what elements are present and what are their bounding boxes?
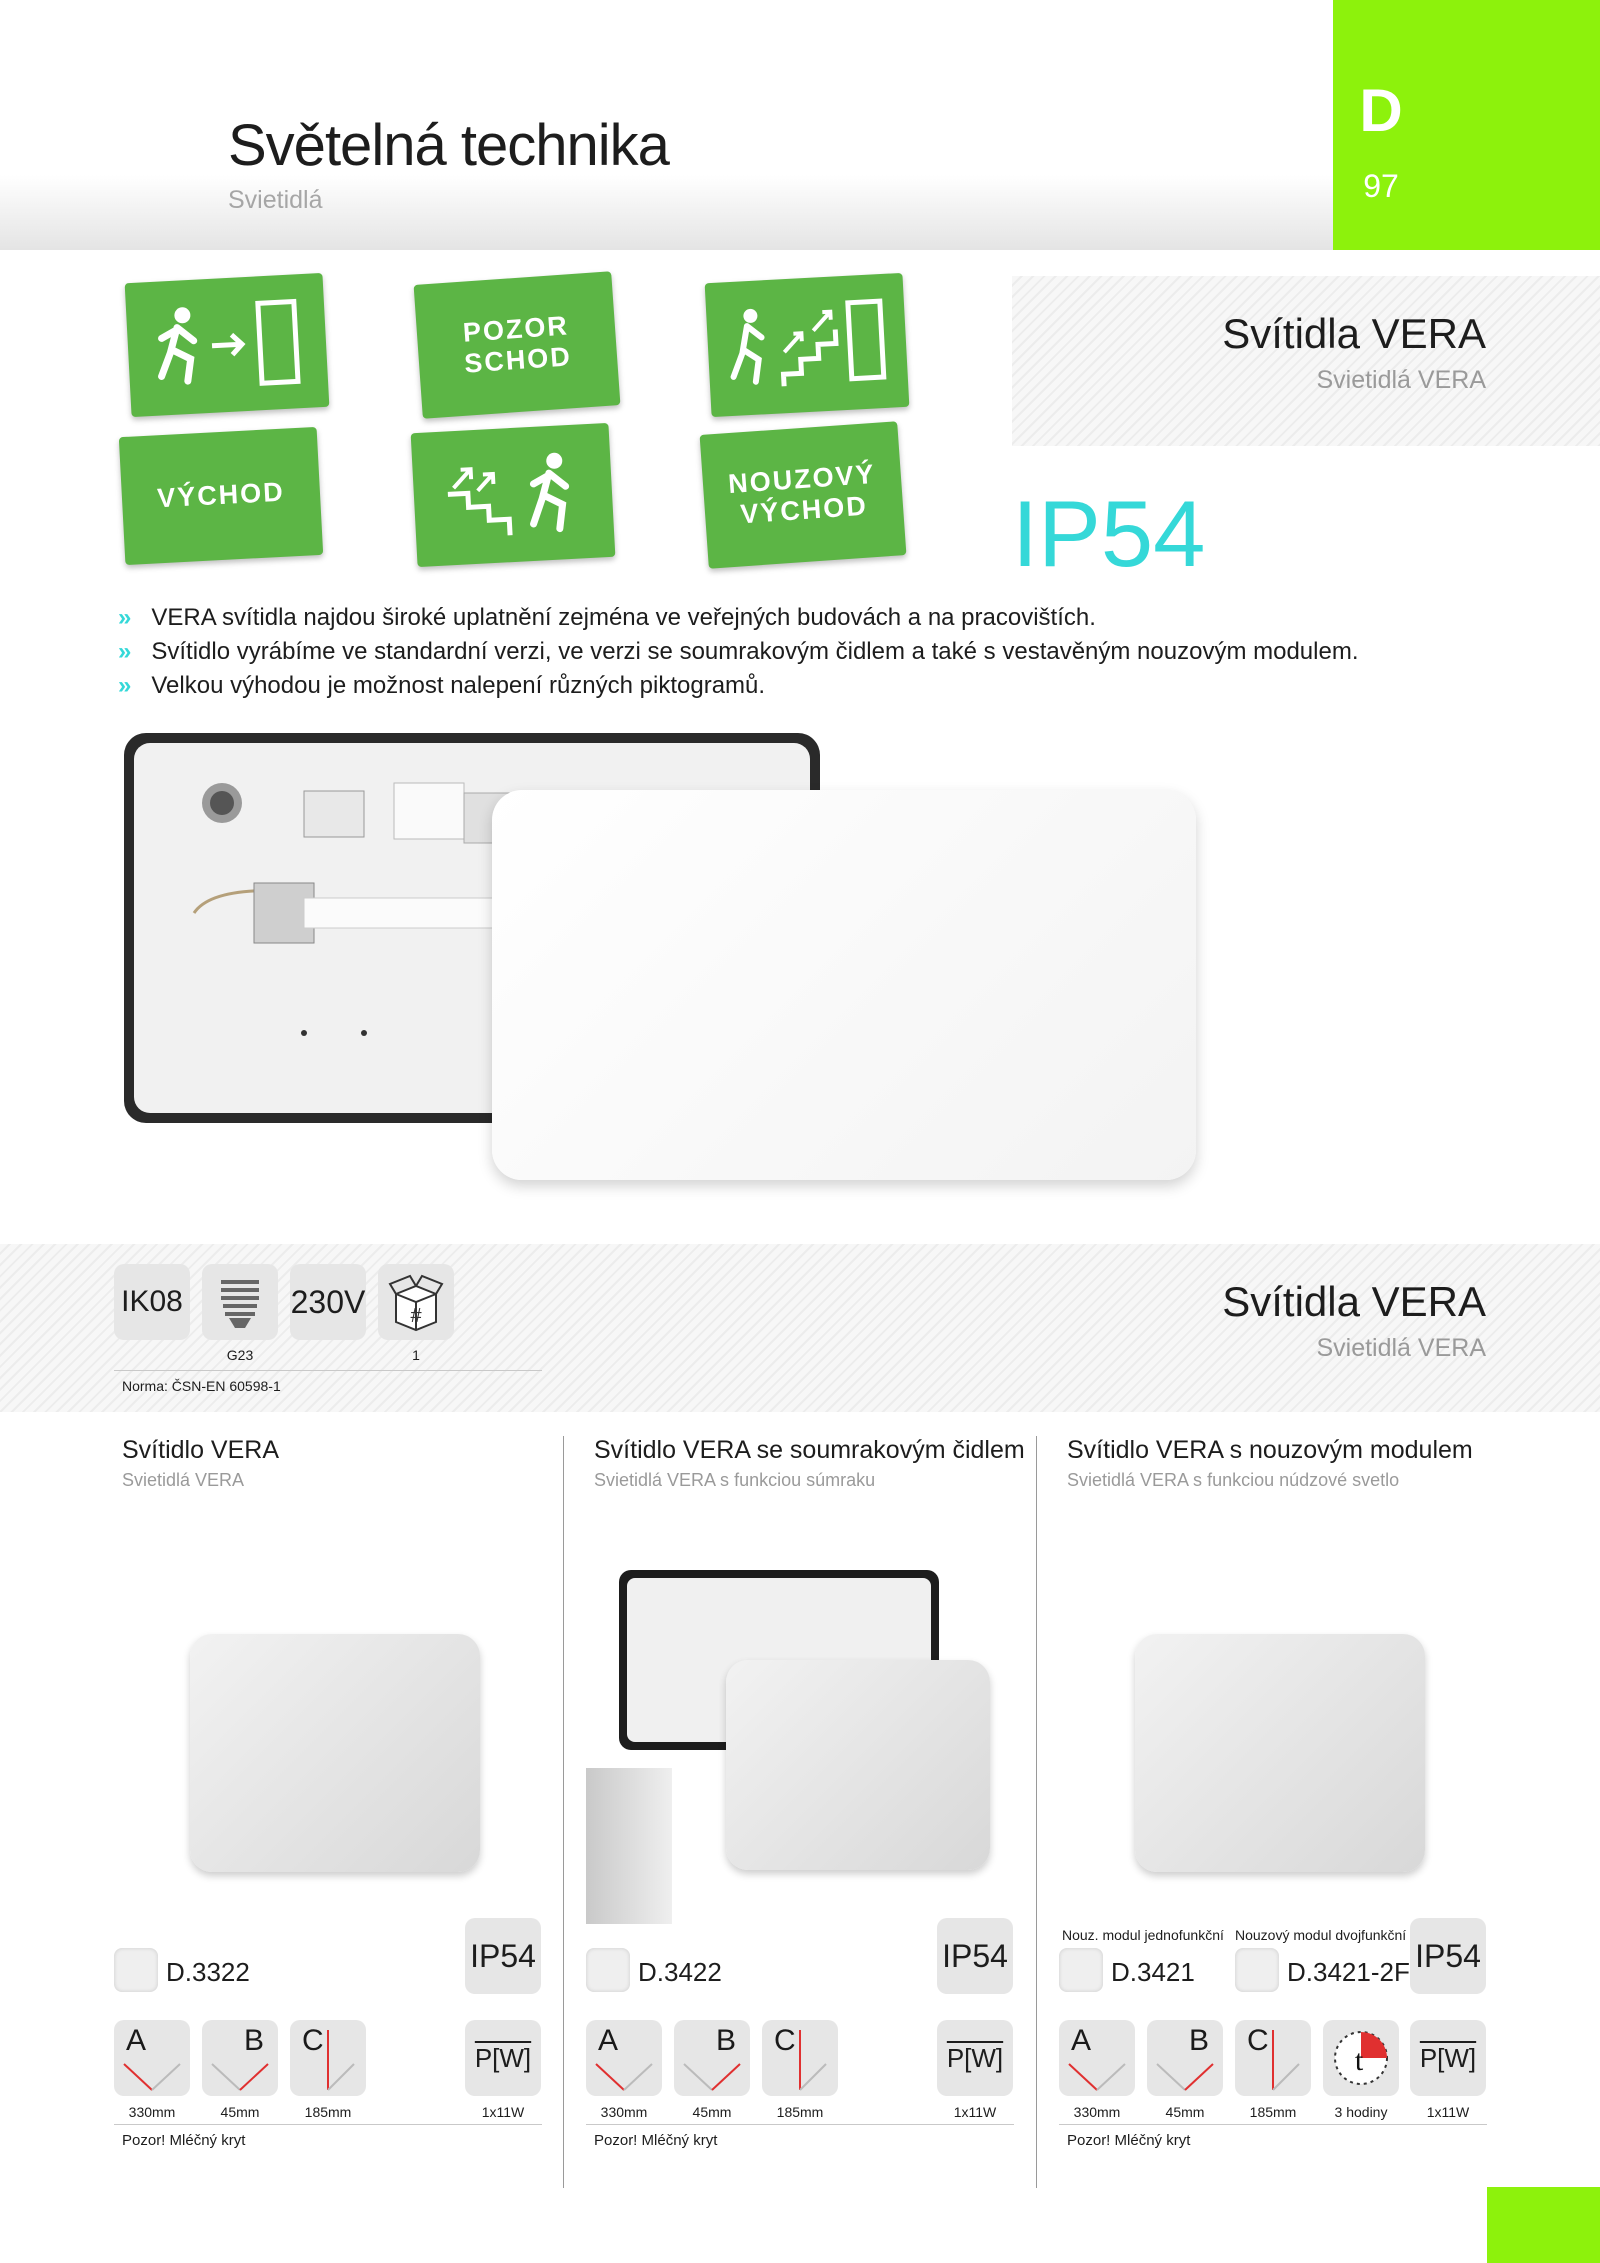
product-title: Svítidlo VERA <box>122 1436 280 1464</box>
sign-nouzovy-vychod <box>700 421 907 568</box>
column-divider <box>563 1436 564 2188</box>
sign-label: POZOR SCHOD <box>461 310 573 379</box>
stairs-running-man-icon <box>425 441 600 550</box>
dimension-a-icon: A <box>114 2020 190 2096</box>
section-title: Svítidla VERA <box>1222 1278 1486 1325</box>
product-subtitle: Svietidlá VERA s funkciou núdzové svetlo <box>1067 1470 1400 1490</box>
ik08-icon: IK08 <box>114 1264 190 1340</box>
lamp-base-icon <box>202 1264 278 1340</box>
divider <box>114 1370 542 1371</box>
dimension-value: 185mm <box>304 2104 352 2120</box>
dimension-value: 330mm <box>1073 2104 1121 2120</box>
timer-value: 3 hodiny <box>1334 2104 1388 2120</box>
dimension-value: 45mm <box>220 2104 260 2120</box>
ip-icon: IP54 <box>937 1918 1013 1994</box>
dimension-b-icon: B <box>202 2020 278 2096</box>
sign-label: NOUZOVÝ VÝCHOD <box>727 458 877 530</box>
ip-icon: IP54 <box>465 1918 541 1994</box>
product-image <box>190 1634 480 1872</box>
code-label: Nouzový modul dvojfunkční <box>1235 1927 1407 1943</box>
dimension-c-icon: C <box>762 2020 838 2096</box>
section-subtitle: Svietidlá VERA <box>1316 366 1486 394</box>
sign-stairs-exit-left <box>411 423 616 567</box>
product-code: D.3421 <box>1111 1957 1195 1987</box>
dimension-a-icon: A <box>1059 2020 1135 2096</box>
bullet-item: » Velkou výhodou je možnost nalepení různých piktogramů. <box>118 672 766 699</box>
dimension-b-icon: B <box>1147 2020 1223 2096</box>
dimension-value: 330mm <box>128 2104 176 2120</box>
power-icon: P[W] <box>1410 2020 1486 2096</box>
dimension-c-icon: C <box>1235 2020 1311 2096</box>
dimension-a-icon: A <box>586 2020 662 2096</box>
svg-text:#: # <box>410 1305 422 1327</box>
sign-pozor-schod <box>414 271 621 418</box>
ip-rating: IP54 <box>1012 481 1206 586</box>
power-value: 1x11W <box>1426 2104 1470 2120</box>
sign-exit-right <box>125 273 330 417</box>
voltage-icon: 230V <box>290 1264 366 1340</box>
product-code: D.3422 <box>638 1957 722 1987</box>
product-subtitle: Svietidlá VERA s funkciou súmraku <box>594 1470 876 1490</box>
chapter-letter: D <box>1359 77 1403 144</box>
power-icon: P[W] <box>937 2020 1013 2096</box>
code-checkbox[interactable] <box>586 1948 630 1992</box>
package-caption: 1 <box>412 1347 420 1363</box>
page-title: Světelná technika <box>228 113 669 178</box>
bullet-item: » Svítidlo vyrábíme ve standardní verzi, ve verzi se soumrakovým čidlem a také s vestavěným nouzovým modulem. <box>118 638 1359 665</box>
lamp-base-caption: G23 <box>226 1347 254 1363</box>
side-detail-image <box>586 1768 672 1924</box>
product-note: Pozor! Mléčný kryt <box>1067 2132 1191 2149</box>
power-value: 1x11W <box>953 2104 997 2120</box>
dimension-value: 45mm <box>1165 2104 1205 2120</box>
package-icon <box>378 1264 454 1340</box>
section-title: Svítidla VERA <box>1222 310 1486 357</box>
product-title: Svítidlo VERA se soumrakovým čidlem <box>594 1436 1025 1464</box>
product-image <box>726 1660 990 1870</box>
power-value: 1x11W <box>481 2104 525 2120</box>
product-note: Pozor! Mléčný kryt <box>122 2132 246 2149</box>
product-image <box>1135 1634 1425 1872</box>
luminaire-cover <box>492 790 1196 1180</box>
section-band <box>1012 276 1600 446</box>
svg-text:t: t <box>1354 2044 1364 2077</box>
exit-running-man-icon <box>139 291 314 400</box>
norma-text: Norma: ČSN-EN 60598-1 <box>122 1378 281 1394</box>
power-icon: P[W] <box>465 2020 541 2096</box>
bullet-item: » VERA svítidla najdou široké uplatnění zejména ve veřejných budovách a na pracovištích. <box>118 604 1096 631</box>
ip-icon: IP54 <box>1410 1918 1486 1994</box>
column-divider <box>1036 1436 1037 2188</box>
page-subtitle: Svietidlá <box>228 186 323 214</box>
dimension-value: 185mm <box>776 2104 824 2120</box>
stairs-up-icon <box>719 291 894 400</box>
sign-label: VÝCHOD <box>156 477 286 514</box>
corner-tab <box>1487 2187 1600 2263</box>
sign-stairs-exit <box>705 273 910 417</box>
product-title: Svítidlo VERA s nouzovým modulem <box>1067 1436 1473 1464</box>
timer-icon <box>1323 2020 1399 2096</box>
divider <box>586 2124 1014 2125</box>
dimension-value: 185mm <box>1249 2104 1297 2120</box>
product-code: D.3322 <box>166 1957 250 1987</box>
dimension-value: 45mm <box>692 2104 732 2120</box>
dimension-b-icon: B <box>674 2020 750 2096</box>
sign-vychod <box>119 427 323 565</box>
code-checkbox[interactable] <box>114 1948 158 1992</box>
code-checkbox[interactable] <box>1235 1948 1279 1992</box>
dimension-value: 330mm <box>600 2104 648 2120</box>
divider <box>114 2124 542 2125</box>
product-code: D.3421-2F <box>1287 1957 1410 1987</box>
section-subtitle: Svietidlá VERA <box>1316 1334 1486 1362</box>
dimension-c-icon: C <box>290 2020 366 2096</box>
product-subtitle: Svietidlá VERA <box>122 1470 245 1490</box>
page-number: 97 <box>1363 168 1399 204</box>
divider <box>1059 2124 1487 2125</box>
code-checkbox[interactable] <box>1059 1948 1103 1992</box>
product-note: Pozor! Mléčný kryt <box>594 2132 718 2149</box>
code-label: Nouz. modul jednofunkční <box>1062 1927 1224 1943</box>
